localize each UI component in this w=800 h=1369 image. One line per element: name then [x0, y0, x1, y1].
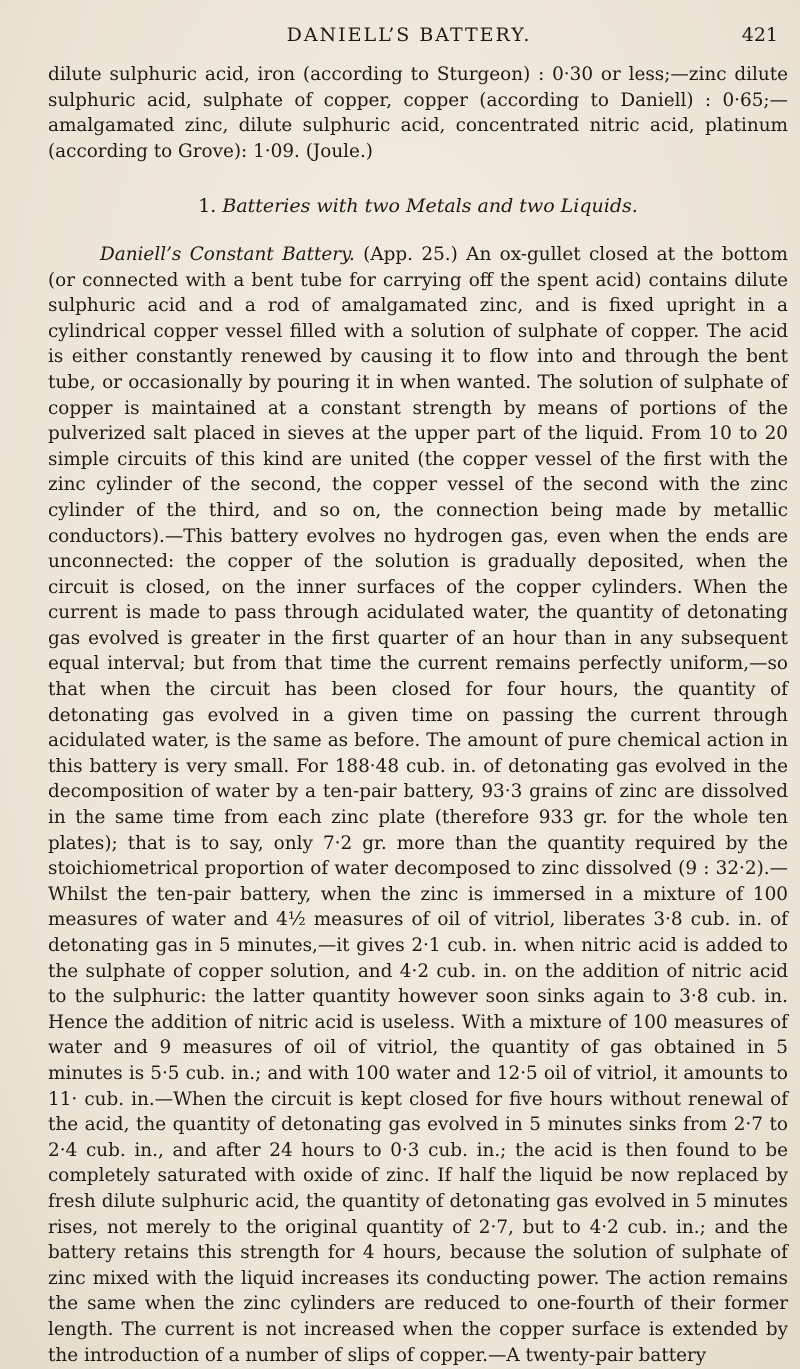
page-number: 421: [741, 24, 778, 46]
main-paragraph-text: (App. 25.) An ox-gullet closed at the bottom (or connected with a bent tube for carrying off the spent acid) contains dilute sulphuric acid and a rod of amalgamated zinc, and is fixed upright in a cylindrical copper vessel filled with a solution of sulphate of copper. The acid is either constantly renewed by causing it to flow into and through the bent tube, or occasionally by pouring it in when wanted. The solution of sulphate of copper is maintained at a constant strength by means of portions of the pulverized salt placed in sieves at the upper part of the liquid. From 10 to 20 simple circuits of this kind are united (the copper vessel of the first with the zinc cylinder of the second, the copper vessel of the second with the zinc cylinder of the third, and so on, the connection being made by metallic conductors).—This battery evolves no hydrogen gas, even when the ends are unconnected: the copper of the solution is gradually deposited, when the circuit is closed, on the inner surfaces of the copper cylinders. When the current is made to pass through acidulated water, the quantity of detonating gas evolved is greater in the first quarter of an hour than in any subsequent equal interval; but from that time the current remains perfectly uniform,—so that when the circuit has been closed for four hours, the quantity of detonating gas evolved in a given time on passing the current through acidulated water, is the same as before. The amount of pure chemical action in this battery is very small. For 188·48 cub. in. of detonating gas evolved in the decomposition of water by a ten-pair battery, 93·3 grains of zinc are dissolved in the same time from each zinc plate (therefore 933 gr. for the whole ten plates); that is to say, only 7·2 gr. more than the quantity required by the stoichiometrical proportion of water decomposed to zinc dissolved (9 : 32·2).—Whilst the ten-pair battery, when the zinc is immersed in a mixture of 100 measures of water and 4½ measures of oil of vitriol, liberates 3·8 cub. in. of detonating gas in 5 minutes,—it gives 2·1 cub. in. when nitric acid is added to the sulphate of copper solution, and 4·2 cub. in. on the addition of nitric acid to the sulphuric: the latter quantity however soon sinks again to 3·8 cub. in. Hence the addition of nitric acid is useless. With a mixture of 100 measures of water and 9 measures of oil of vitriol, the quantity of gas obtained in 5 minutes is 5·5 cub. in.; and with 100 water and 12·5 oil of vitriol, it amounts to 11· cub. in.—When the circuit is kept closed for five hours without renewal of the acid, the quantity of detonating gas evolved in 5 minutes sinks from 2·7 to 2·4 cub. in., and after 24 hours to 0·3 cub. in.; the acid is then found to be completely saturated with oxide of zinc. If half the liquid be now replaced by fresh dilute sulphuric acid, the quantity of detonating gas evolved in 5 minutes rises, not merely to the original quantity of 2·7, but to 4·2 cub. in.; and the battery retains this strength for 4 hours, because the solution of sulphate of zinc mixed with the liquid increases its conducting power. The action remains the same when the zinc cylinders are reduced to one-fourth of their former length. The current is not increased when the copper surface is extended by the introduction of a number of slips of copper.—A twenty-pair battery: [48, 243, 788, 1366]
running-title: DANIELL’S BATTERY.: [286, 24, 532, 46]
page-body: [48, 62, 788, 1368]
main-paragraph: [48, 242, 788, 1368]
page-header: [40, 20, 778, 54]
section-number: 1.: [198, 195, 217, 218]
run-in-title: Daniell’s Constant Battery.: [100, 243, 355, 265]
section-title: Batteries with two Metals and two Liquids.: [222, 195, 638, 218]
intro-paragraph: dilute sulphuric acid, iron (according to Sturgeon) : 0·30 or less;—zinc dilute sulphuric acid, sulphate of copper, copper (according to Daniell) : 0·65;—amalgamated zinc, dilute sulphuric acid, concentrated nitric acid, platinum (according to Grove): 1·09. (Joule.): [48, 64, 788, 162]
section-heading: [48, 194, 788, 220]
